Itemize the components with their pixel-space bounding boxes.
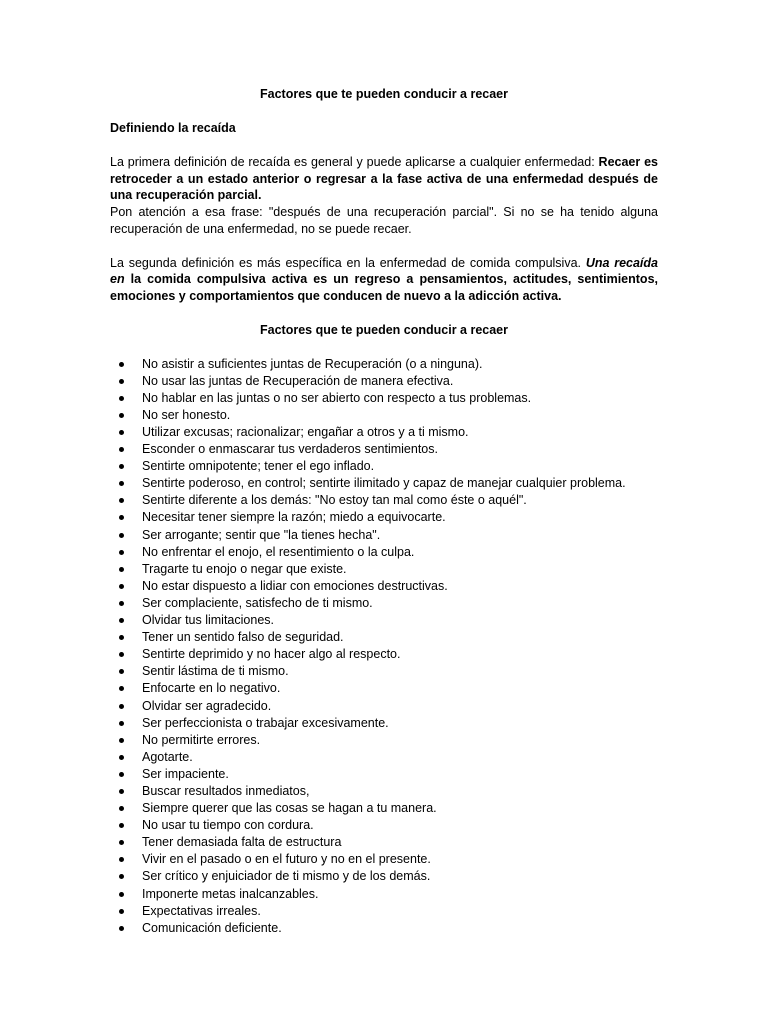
bullet-icon [119,669,124,674]
bullet-icon [119,721,124,726]
list-item [110,680,658,697]
bullet-icon [119,430,124,435]
bullet-icon [119,481,124,486]
list-item [110,800,658,817]
list-item [110,766,658,783]
paragraph-second-definition-prefix: La segunda definición es más específica en la enfermedad de comida compulsiva. [110,255,586,270]
list-item [110,561,658,578]
list-item-text: Olvidar tus limitaciones. [142,613,274,628]
list-item [110,407,658,424]
list-item [110,698,658,715]
list-item [110,527,658,544]
bullet-icon [119,840,124,845]
list-item-text: Esconder o enmascarar tus verdaderos sentimientos. [142,442,438,457]
bullet-icon [119,362,124,367]
list-item [110,732,658,749]
list-title: Factores que te pueden conducir a recaer [260,322,508,337]
paragraph-second-definition [110,255,658,305]
bullet-icon [119,635,124,640]
bullet-icon [119,515,124,520]
list-item-text: Sentirte diferente a los demás: "No estoy tan mal como éste o aquél". [142,493,527,508]
paragraph-second-definition-italic: Una recaída en [110,255,658,287]
bullet-icon [119,874,124,879]
list-item [110,868,658,885]
list-item-text: Tener un sentido falso de seguridad. [142,630,344,645]
list-item [110,817,658,834]
list-item [110,424,658,441]
paragraph-first-definition [110,154,658,204]
list-item [110,373,658,390]
list-item-text: No usar tu tiempo con cordura. [142,818,314,833]
list-item-text: Sentir lástima de ti mismo. [142,664,289,679]
list-item [110,544,658,561]
document-title: Factores que te pueden conducir a recaer [260,87,508,101]
list-item [110,595,658,612]
list-item-text: Ser arrogante; sentir que "la tienes hecha". [142,527,381,542]
bullet-icon [119,652,124,657]
list-item-text: Sentirte poderoso, en control; sentirte ilimitado y capaz de manejar cualquier problema. [142,476,626,491]
list-item [110,663,658,680]
bullet-icon [119,498,124,503]
list-item [110,851,658,868]
bullet-icon [119,806,124,811]
bullet-icon [119,909,124,914]
list-item [110,715,658,732]
list-item [110,492,658,509]
list-item-text: Ser impaciente. [142,766,229,781]
list-item-text: Agotarte. [142,749,193,764]
list-item-text: Enfocarte en lo negativo. [142,681,281,696]
list-item-text: No estar dispuesto a lidiar con emociones destructivas. [142,578,448,593]
bullet-icon [119,704,124,709]
paragraph-first-definition-prefix: La primera definición de recaída es general y puede aplicarse a cualquier enfermedad: [110,155,599,169]
list-item-text: Ser crítico y enjuiciador de ti mismo y de los demás. [142,869,431,884]
bullet-icon [119,413,124,418]
list-item-text: Sentirte deprimido y no hacer algo al respecto. [142,647,401,662]
bullet-icon [119,379,124,384]
list-item [110,834,658,851]
list-item [110,475,658,492]
list-item-text: Ser complaciente, satisfecho de ti mismo. [142,595,373,610]
paragraph-second-definition-bold: la comida compulsiva activa es un regreso a pensamientos, actitudes, sentimientos, emociones y comportamientos que conducen de nuevo a la adicción activa. [110,272,658,303]
list-item [110,749,658,766]
list-item [110,646,658,663]
paragraph-attention: Pon atención a esa frase: "después de una recuperación parcial". Si no se ha tenido alguna recuperación de una enfermedad, no se puede recaer. [110,205,658,236]
bullet-icon [119,926,124,931]
paragraph-first-definition-bold: Recaer es retroceder a un estado anterior o regresar a la fase activa de una enfermedad después de una recuperación parcial. [110,155,659,203]
list-item [110,458,658,475]
list-item-text: Ser perfeccionista o trabajar excesivamente. [142,715,389,730]
bullet-icon [119,396,124,401]
bullet-icon [119,738,124,743]
bullet-icon [119,823,124,828]
list-item-text: No enfrentar el enojo, el resentimiento o la culpa. [142,544,415,559]
bullet-icon [119,464,124,469]
list-item [110,612,658,629]
list-item-text: Utilizar excusas; racionalizar; engañar a otros y a ti mismo. [142,425,469,439]
bullet-icon [119,584,124,589]
list-item-text: Siempre querer que las cosas se hagan a tu manera. [142,801,437,816]
document-content [110,86,658,937]
list-item-text: Necesitar tener siempre la razón; miedo a equivocarte. [142,510,446,525]
bullet-icon [119,789,124,794]
list-item-text: Vivir en el pasado o en el futuro y no en el presente. [142,852,431,867]
bullet-icon [119,533,124,538]
bullet-icon [119,857,124,862]
list-item [110,356,658,373]
bullet-icon [119,892,124,897]
list-item-text: No permitirte errores. [142,732,261,747]
bullet-icon [119,601,124,606]
list-item [110,441,658,458]
bullet-icon [119,772,124,777]
bullet-icon [119,447,124,452]
list-item-text: Expectativas irreales. [142,903,261,918]
list-item-text: Olvidar ser agradecido. [142,698,272,713]
list-item-text: Tener demasiada falta de estructura [142,835,342,850]
list-item-text: No asistir a suficientes juntas de Recuperación (o a ninguna). [142,356,483,371]
factor-list [110,356,658,937]
list-item [110,629,658,646]
bullet-icon [119,618,124,623]
list-item-text: No hablar en las juntas o no ser abierto con respecto a tus problemas. [142,390,532,405]
list-item-text: Comunicación deficiente. [142,920,282,935]
bullet-icon [119,567,124,572]
bullet-icon [119,550,124,555]
list-item [110,509,658,526]
list-item-text: Sentirte omnipotente; tener el ego inflado. [142,459,375,474]
bullet-icon [119,686,124,691]
list-item [110,783,658,800]
list-item [110,578,658,595]
list-item [110,903,658,920]
list-item-text: No usar las juntas de Recuperación de manera efectiva. [142,373,454,388]
list-item-text: Tragarte tu enojo o negar que existe. [142,561,347,576]
list-item [110,886,658,903]
list-item-text: Imponerte metas inalcanzables. [142,886,319,901]
section-heading: Definiendo la recaída [110,121,236,135]
bullet-icon [119,755,124,760]
list-item-text: Buscar resultados inmediatos, [142,783,310,798]
list-item-text: No ser honesto. [142,407,231,422]
list-item [110,390,658,407]
list-item [110,920,658,937]
